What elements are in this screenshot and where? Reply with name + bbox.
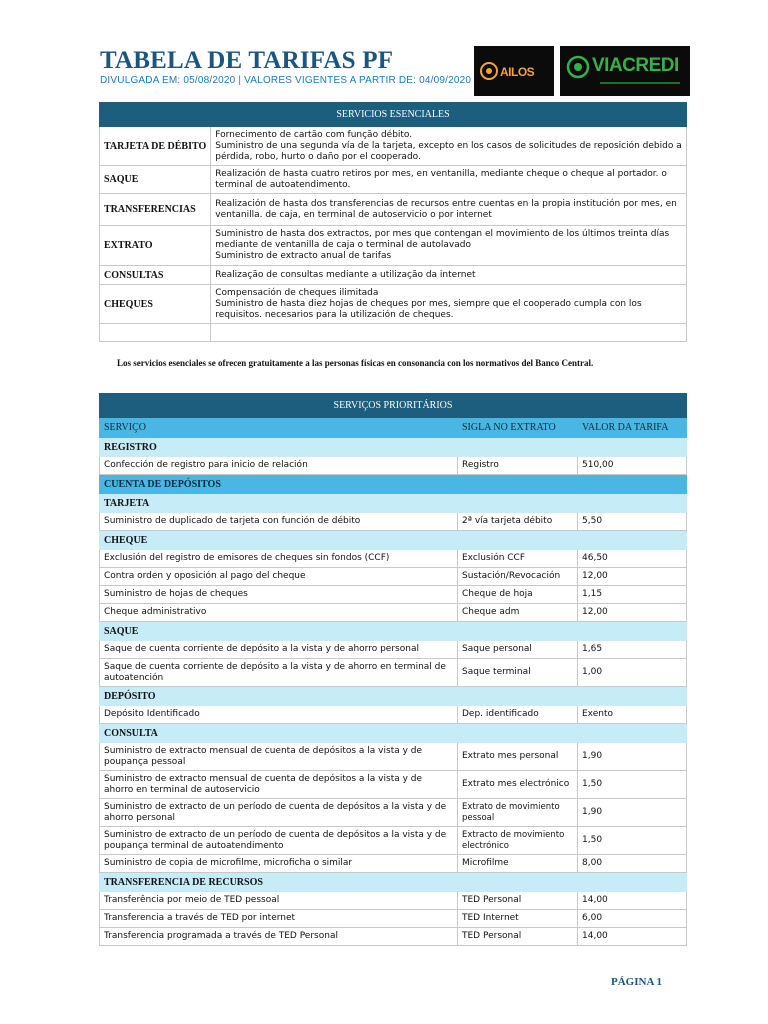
row-line: Suministro de hasta diez hojas de cheques por mes, siempre que el cooperado cumpla con los requisitos. necesarios para la utilización de cheques. (215, 298, 642, 320)
priority-services-heading: SERVIÇOS PRIORITÁRIOS (100, 394, 687, 418)
table-row (100, 604, 687, 622)
service-cell: Exclusión del registro de emisores de cheques sin fondos (CCF) (100, 550, 458, 568)
value-cell: 6,00 (578, 910, 687, 928)
table-row (100, 513, 687, 531)
value-cell: 46,50 (578, 550, 687, 568)
subcategory-transferencia: TRANSFERENCIA DE RECURSOS (100, 873, 687, 892)
column-header-service: SERVIÇO (100, 418, 458, 438)
table-row (100, 855, 687, 873)
document-title: TABELA DE TARIFAS PF (100, 47, 394, 74)
value-cell: 1,90 (578, 799, 687, 827)
ailos-logo (474, 46, 554, 96)
essential-services-note: Los servicios esenciales se ofrecen gratuitamente a las personas físicas en consonancia con los normativos del Banco Central. (117, 358, 594, 368)
row-line: Realização de consultas mediante a utilização da internet (215, 269, 476, 280)
row-line: Realización de hasta dos transferencias de recursos entre cuentas en la propia institución por mes, en ventanilla. de caja, en terminal de autoservicio o por internet (215, 198, 677, 220)
value-cell: 1,50 (578, 827, 687, 855)
row-line: Suministro de hasta dos extractos, por mes que contengan el movimiento de los últimos treinta días mediante de ventanilla de caja o terminal de autolavado (215, 229, 670, 250)
sigla-cell: Dep. identificado (458, 706, 578, 724)
value-cell: 1,65 (578, 641, 687, 659)
table-row (100, 892, 687, 910)
sigla-cell: Cheque de hoja (458, 586, 578, 604)
sigla-cell: TED Personal (458, 892, 578, 910)
column-header-valor: VALOR DA TARIFA (578, 418, 687, 438)
essential-services-table (99, 102, 687, 342)
value-cell: 1,90 (578, 743, 687, 771)
table-row (100, 127, 687, 166)
subcategory-consulta: CONSULTA (100, 724, 687, 743)
table-row (100, 910, 687, 928)
subcategory-saque: SAQUE (100, 622, 687, 641)
service-cell: Suministro de copia de microfilme, microficha o similar (100, 855, 458, 873)
sigla-cell: TED Personal (458, 928, 578, 946)
table-row (100, 285, 687, 324)
service-cell: Saque de cuenta corriente de depósito a la vista y de ahorro personal (100, 641, 458, 659)
empty-row (100, 324, 687, 342)
sigla-cell: Microfilme (458, 855, 578, 873)
row-line: Fornecimento de cartão com função débito. (215, 129, 413, 140)
ailos-logo-text: AILOS (500, 65, 535, 79)
row-label: CONSULTAS (100, 266, 211, 285)
sigla-cell: Saque terminal (458, 659, 578, 687)
priority-services-table (99, 393, 687, 946)
row-line: Compensación de cheques ilimitada (215, 287, 379, 298)
table-row (100, 827, 687, 855)
service-cell: Suministro de extracto de un período de cuenta de depósitos a la vista y de poupança terminal de autoatendimento (100, 827, 458, 855)
sigla-cell: Exclusión CCF (458, 550, 578, 568)
sigla-cell: Sustación/Revocación (458, 568, 578, 586)
service-cell: Confección de registro para inicio de relación (100, 457, 458, 475)
viacredi-logo (560, 46, 690, 96)
service-cell: Transferencia programada a través de TED Personal (100, 928, 458, 946)
page-number: PÁGINA 1 (611, 976, 663, 988)
sigla-cell: Extrato de movimiento pessoal (458, 799, 578, 827)
sigla-cell: Extrato mes electrónico (458, 771, 578, 799)
table-row (100, 568, 687, 586)
sigla-cell: 2ª vía tarjeta débito (458, 513, 578, 531)
value-cell: 5,50 (578, 513, 687, 531)
row-label: SAQUE (100, 166, 211, 194)
row-label: TRANSFERENCIAS (100, 194, 211, 226)
value-cell: 14,00 (578, 892, 687, 910)
table-row (100, 641, 687, 659)
service-cell: Suministro de extracto mensual de cuenta de depósitos a la vista y de ahorro en terminal de autoservicio (100, 771, 458, 799)
viacredi-logo-text: VIACREDI (592, 55, 679, 76)
table-row (100, 799, 687, 827)
value-cell: 1,00 (578, 659, 687, 687)
table-row (100, 928, 687, 946)
category-registro: REGISTRO (100, 438, 687, 457)
table-row (100, 743, 687, 771)
value-cell: Exento (578, 706, 687, 724)
row-label: CHEQUES (100, 285, 211, 324)
sigla-cell: Registro (458, 457, 578, 475)
value-cell: 12,00 (578, 604, 687, 622)
value-cell: 14,00 (578, 928, 687, 946)
document-subtitle: DIVULGADA EM: 05/08/2020 | VALORES VIGENTES A PARTIR DE: 04/09/2020 (100, 75, 472, 86)
value-cell: 8,00 (578, 855, 687, 873)
essential-services-heading: SERVICIOS ESENCIALES (100, 103, 687, 127)
service-cell: Saque de cuenta corriente de depósito a la vista y de ahorro en terminal de autoatención (100, 659, 458, 687)
service-cell: Transferência por meio de TED pessoal (100, 892, 458, 910)
table-row (100, 586, 687, 604)
service-cell: Transferencia a través de TED por internet (100, 910, 458, 928)
service-cell: Suministro de hojas de cheques (100, 586, 458, 604)
service-cell: Contra orden y oposición al pago del cheque (100, 568, 458, 586)
table-row (100, 194, 687, 226)
table-row (100, 550, 687, 568)
column-header-row (100, 418, 687, 438)
row-label: EXTRATO (100, 226, 211, 266)
value-cell: 1,50 (578, 771, 687, 799)
sigla-cell: Cheque adm (458, 604, 578, 622)
table-row (100, 226, 687, 266)
table-row (100, 706, 687, 724)
subcategory-cheque: CHEQUE (100, 531, 687, 550)
table-row (100, 771, 687, 799)
service-cell: Cheque administrativo (100, 604, 458, 622)
sigla-cell: Extrato mes personal (458, 743, 578, 771)
column-header-sigla: SIGLA NO EXTRATO (458, 418, 578, 438)
subcategory-tarjeta: TARJETA (100, 494, 687, 513)
category-cuenta-depositos: CUENTA DE DEPÓSITOS (100, 475, 687, 494)
sigla-cell: Extracto de movimiento electrónico (458, 827, 578, 855)
service-cell: Suministro de extracto de un período de cuenta de depósitos a la vista y de ahorro personal (100, 799, 458, 827)
sigla-cell: TED Internet (458, 910, 578, 928)
table-row (100, 266, 687, 285)
row-label: TARJETA DE DÉBITO (100, 127, 211, 166)
subcategory-deposito: DEPÓSITO (100, 687, 687, 706)
service-cell: Depósito Identificado (100, 706, 458, 724)
value-cell: 12,00 (578, 568, 687, 586)
row-line: Suministro de una segunda vía de la tarjeta, excepto en los casos de solicitudes de reposición debido a pérdida, robo, hurto o daño por el cooperado. (215, 140, 682, 162)
service-cell: Suministro de duplicado de tarjeta con función de débito (100, 513, 458, 531)
table-row (100, 659, 687, 687)
row-line: Suministro de extracto anual de tarifas (215, 251, 392, 261)
value-cell: 1,15 (578, 586, 687, 604)
row-line: Realización de hasta cuatro retiros por mes, en ventanilla, mediante cheque o cheque al portador. o terminal de autoatendimento. (215, 168, 667, 190)
service-cell: Suministro de extracto mensual de cuenta de depósitos a la vista y de poupança pessoal (100, 743, 458, 771)
table-row (100, 457, 687, 475)
sigla-cell: Saque personal (458, 641, 578, 659)
value-cell: 510,00 (578, 457, 687, 475)
table-row (100, 166, 687, 194)
